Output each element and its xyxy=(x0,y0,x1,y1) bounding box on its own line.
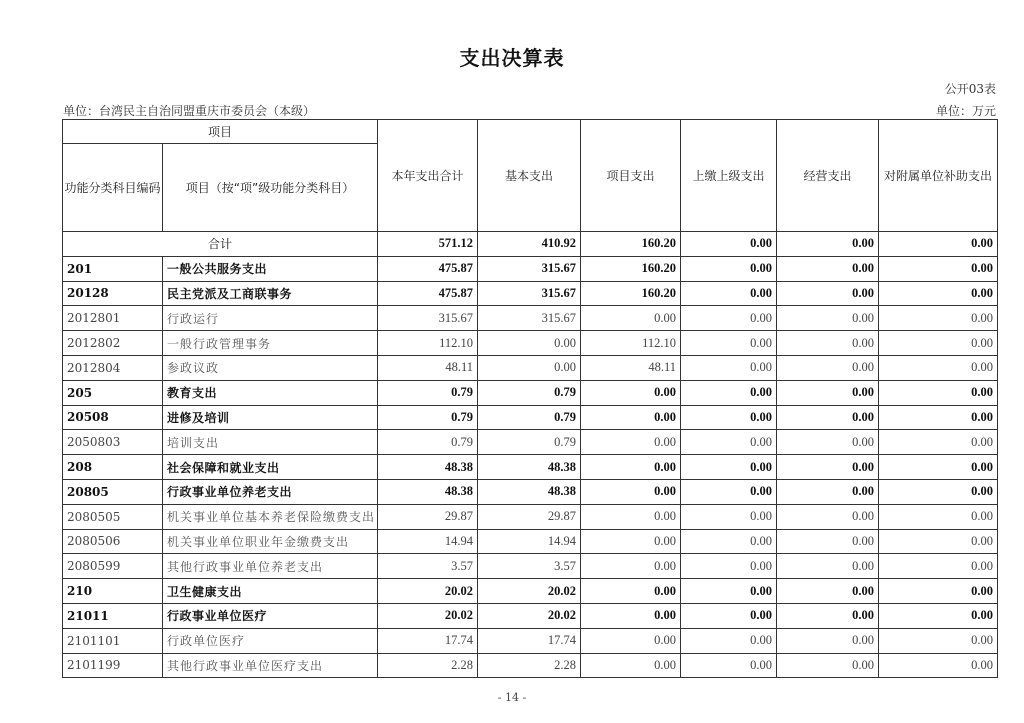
upper-value: 0.00 xyxy=(681,355,777,380)
table-row xyxy=(63,529,998,554)
subsidy-value: 0.00 xyxy=(879,331,998,356)
total-value: 2.28 xyxy=(378,653,478,678)
total-value: 0.00 xyxy=(681,232,777,257)
table-row xyxy=(63,256,998,281)
table-number: 公开03表 xyxy=(944,82,996,96)
subsidy-value: 0.00 xyxy=(879,554,998,579)
item-name: 一般公共服务支出 xyxy=(163,256,378,281)
total-value: 160.20 xyxy=(581,232,681,257)
project-value: 0.00 xyxy=(581,455,681,480)
project-value: 0.00 xyxy=(581,405,681,430)
function-code: 2012802 xyxy=(63,331,163,356)
item-name: 参政议政 xyxy=(163,355,378,380)
business-value: 0.00 xyxy=(777,603,879,628)
subsidy-value: 0.00 xyxy=(879,430,998,455)
function-code: 208 xyxy=(63,455,163,480)
item-name: 机关事业单位职业年金缴费支出 xyxy=(163,529,378,554)
total-value: 17.74 xyxy=(378,628,478,653)
function-code: 20508 xyxy=(63,405,163,430)
subsidy-value: 0.00 xyxy=(879,479,998,504)
currency-unit: 单位：万元 xyxy=(935,104,996,118)
total-value: 112.10 xyxy=(378,331,478,356)
reporting-unit: 单位：台湾民主自治同盟重庆市委员会（本级） xyxy=(63,104,316,118)
basic-value: 29.87 xyxy=(478,504,581,529)
function-code: 201 xyxy=(63,256,163,281)
item-name: 其他行政事业单位养老支出 xyxy=(163,554,378,579)
item-name: 卫生健康支出 xyxy=(163,579,378,604)
business-value: 0.00 xyxy=(777,306,879,331)
table-header xyxy=(63,120,998,232)
table-row xyxy=(63,306,998,331)
expenditure-table xyxy=(62,119,998,678)
business-value: 0.00 xyxy=(777,455,879,480)
subsidy-value: 0.00 xyxy=(879,628,998,653)
item-name: 民主党派及工商联事务 xyxy=(163,281,378,306)
project-value: 0.00 xyxy=(581,653,681,678)
subsidy-value: 0.00 xyxy=(879,653,998,678)
business-value: 0.00 xyxy=(777,380,879,405)
project-value: 0.00 xyxy=(581,529,681,554)
table-row xyxy=(63,603,998,628)
business-value: 0.00 xyxy=(777,405,879,430)
upper-value: 0.00 xyxy=(681,256,777,281)
subsidy-value: 0.00 xyxy=(879,455,998,480)
upper-value: 0.00 xyxy=(681,579,777,604)
business-value: 0.00 xyxy=(777,579,879,604)
business-value: 0.00 xyxy=(777,628,879,653)
basic-value: 48.38 xyxy=(478,455,581,480)
function-code: 205 xyxy=(63,380,163,405)
business-value: 0.00 xyxy=(777,504,879,529)
total-value: 48.11 xyxy=(378,355,478,380)
function-code: 2080506 xyxy=(63,529,163,554)
project-value: 0.00 xyxy=(581,504,681,529)
subsidy-value: 0.00 xyxy=(879,256,998,281)
item-name: 一般行政管理事务 xyxy=(163,331,378,356)
item-name: 社会保障和就业支出 xyxy=(163,455,378,480)
total-row xyxy=(63,232,998,257)
business-value: 0.00 xyxy=(777,479,879,504)
upper-value: 0.00 xyxy=(681,504,777,529)
table-row xyxy=(63,504,998,529)
item-name: 培训支出 xyxy=(163,430,378,455)
total-value: 475.87 xyxy=(378,256,478,281)
subsidy-value: 0.00 xyxy=(879,405,998,430)
header-business: 经营支出 xyxy=(777,120,879,232)
subsidy-value: 0.00 xyxy=(879,355,998,380)
upper-value: 0.00 xyxy=(681,331,777,356)
item-name: 行政事业单位医疗 xyxy=(163,603,378,628)
item-name: 教育支出 xyxy=(163,380,378,405)
table-row xyxy=(63,554,998,579)
table-row xyxy=(63,355,998,380)
table-body xyxy=(63,232,998,678)
project-value: 0.00 xyxy=(581,628,681,653)
basic-value: 20.02 xyxy=(478,579,581,604)
table-row xyxy=(63,653,998,678)
upper-value: 0.00 xyxy=(681,603,777,628)
subsidy-value: 0.00 xyxy=(879,380,998,405)
table-row xyxy=(63,405,998,430)
project-value: 160.20 xyxy=(581,256,681,281)
project-value: 160.20 xyxy=(581,281,681,306)
item-name: 行政单位医疗 xyxy=(163,628,378,653)
subsidy-value: 0.00 xyxy=(879,579,998,604)
total-value: 0.79 xyxy=(378,380,478,405)
project-value: 0.00 xyxy=(581,380,681,405)
table-row xyxy=(63,380,998,405)
basic-value: 2.28 xyxy=(478,653,581,678)
function-code: 2012804 xyxy=(63,355,163,380)
item-name: 其他行政事业单位医疗支出 xyxy=(163,653,378,678)
total-value: 20.02 xyxy=(378,603,478,628)
total-value: 20.02 xyxy=(378,579,478,604)
total-value: 410.92 xyxy=(478,232,581,257)
table-row xyxy=(63,331,998,356)
basic-value: 48.38 xyxy=(478,479,581,504)
project-value: 112.10 xyxy=(581,331,681,356)
header-name: 项目（按“项”级功能分类科目） xyxy=(163,144,378,232)
basic-value: 17.74 xyxy=(478,628,581,653)
table-row xyxy=(63,479,998,504)
project-value: 0.00 xyxy=(581,479,681,504)
business-value: 0.00 xyxy=(777,355,879,380)
total-value: 48.38 xyxy=(378,455,478,480)
subsidy-value: 0.00 xyxy=(879,504,998,529)
total-value: 0.00 xyxy=(879,232,998,257)
function-code: 21011 xyxy=(63,603,163,628)
total-value: 0.79 xyxy=(378,430,478,455)
header-basic: 基本支出 xyxy=(478,120,581,232)
table-row xyxy=(63,579,998,604)
upper-value: 0.00 xyxy=(681,529,777,554)
basic-value: 14.94 xyxy=(478,529,581,554)
header-upper: 上缴上级支出 xyxy=(681,120,777,232)
table-row xyxy=(63,281,998,306)
subsidy-value: 0.00 xyxy=(879,281,998,306)
project-value: 0.00 xyxy=(581,554,681,579)
basic-value: 0.79 xyxy=(478,380,581,405)
upper-value: 0.00 xyxy=(681,405,777,430)
subsidy-value: 0.00 xyxy=(879,603,998,628)
upper-value: 0.00 xyxy=(681,479,777,504)
total-value: 0.00 xyxy=(777,232,879,257)
function-code: 2080599 xyxy=(63,554,163,579)
project-value: 0.00 xyxy=(581,306,681,331)
upper-value: 0.00 xyxy=(681,653,777,678)
subsidy-value: 0.00 xyxy=(879,306,998,331)
total-value: 0.79 xyxy=(378,405,478,430)
table-row xyxy=(63,455,998,480)
basic-value: 3.57 xyxy=(478,554,581,579)
basic-value: 315.67 xyxy=(478,281,581,306)
function-code: 2101101 xyxy=(63,628,163,653)
upper-value: 0.00 xyxy=(681,306,777,331)
basic-value: 0.00 xyxy=(478,355,581,380)
table-row xyxy=(63,628,998,653)
upper-value: 0.00 xyxy=(681,554,777,579)
upper-value: 0.00 xyxy=(681,430,777,455)
project-value: 0.00 xyxy=(581,430,681,455)
function-code: 20805 xyxy=(63,479,163,504)
document-title: 支出决算表 xyxy=(459,46,565,70)
upper-value: 0.00 xyxy=(681,628,777,653)
function-code: 20128 xyxy=(63,281,163,306)
table-row xyxy=(63,430,998,455)
item-name: 行政运行 xyxy=(163,306,378,331)
total-value: 571.12 xyxy=(378,232,478,257)
header-item-group: 项目 xyxy=(63,120,378,144)
header-code: 功能分类科目编码 xyxy=(63,144,163,232)
total-value: 48.38 xyxy=(378,479,478,504)
item-name: 行政事业单位养老支出 xyxy=(163,479,378,504)
function-code: 2101199 xyxy=(63,653,163,678)
basic-value: 0.00 xyxy=(478,331,581,356)
business-value: 0.00 xyxy=(777,554,879,579)
header-subsidy: 对附属单位补助支出 xyxy=(879,120,998,232)
project-value: 48.11 xyxy=(581,355,681,380)
function-code: 2050803 xyxy=(63,430,163,455)
item-name: 进修及培训 xyxy=(163,405,378,430)
total-value: 29.87 xyxy=(378,504,478,529)
basic-value: 0.79 xyxy=(478,405,581,430)
basic-value: 0.79 xyxy=(478,430,581,455)
business-value: 0.00 xyxy=(777,653,879,678)
total-value: 475.87 xyxy=(378,281,478,306)
business-value: 0.00 xyxy=(777,430,879,455)
business-value: 0.00 xyxy=(777,529,879,554)
total-value: 14.94 xyxy=(378,529,478,554)
upper-value: 0.00 xyxy=(681,281,777,306)
total-value: 315.67 xyxy=(378,306,478,331)
upper-value: 0.00 xyxy=(681,380,777,405)
subsidy-value: 0.00 xyxy=(879,529,998,554)
project-value: 0.00 xyxy=(581,579,681,604)
function-code: 210 xyxy=(63,579,163,604)
business-value: 0.00 xyxy=(777,256,879,281)
header-total: 本年支出合计 xyxy=(378,120,478,232)
function-code: 2012801 xyxy=(63,306,163,331)
item-name: 机关事业单位基本养老保险缴费支出 xyxy=(163,504,378,529)
upper-value: 0.00 xyxy=(681,455,777,480)
header-project: 项目支出 xyxy=(581,120,681,232)
total-value: 3.57 xyxy=(378,554,478,579)
basic-value: 315.67 xyxy=(478,306,581,331)
page-number: - 14 - xyxy=(497,691,527,704)
basic-value: 315.67 xyxy=(478,256,581,281)
business-value: 0.00 xyxy=(777,331,879,356)
business-value: 0.00 xyxy=(777,281,879,306)
basic-value: 20.02 xyxy=(478,603,581,628)
project-value: 0.00 xyxy=(581,603,681,628)
function-code: 2080505 xyxy=(63,504,163,529)
total-label: 合计 xyxy=(63,232,378,257)
